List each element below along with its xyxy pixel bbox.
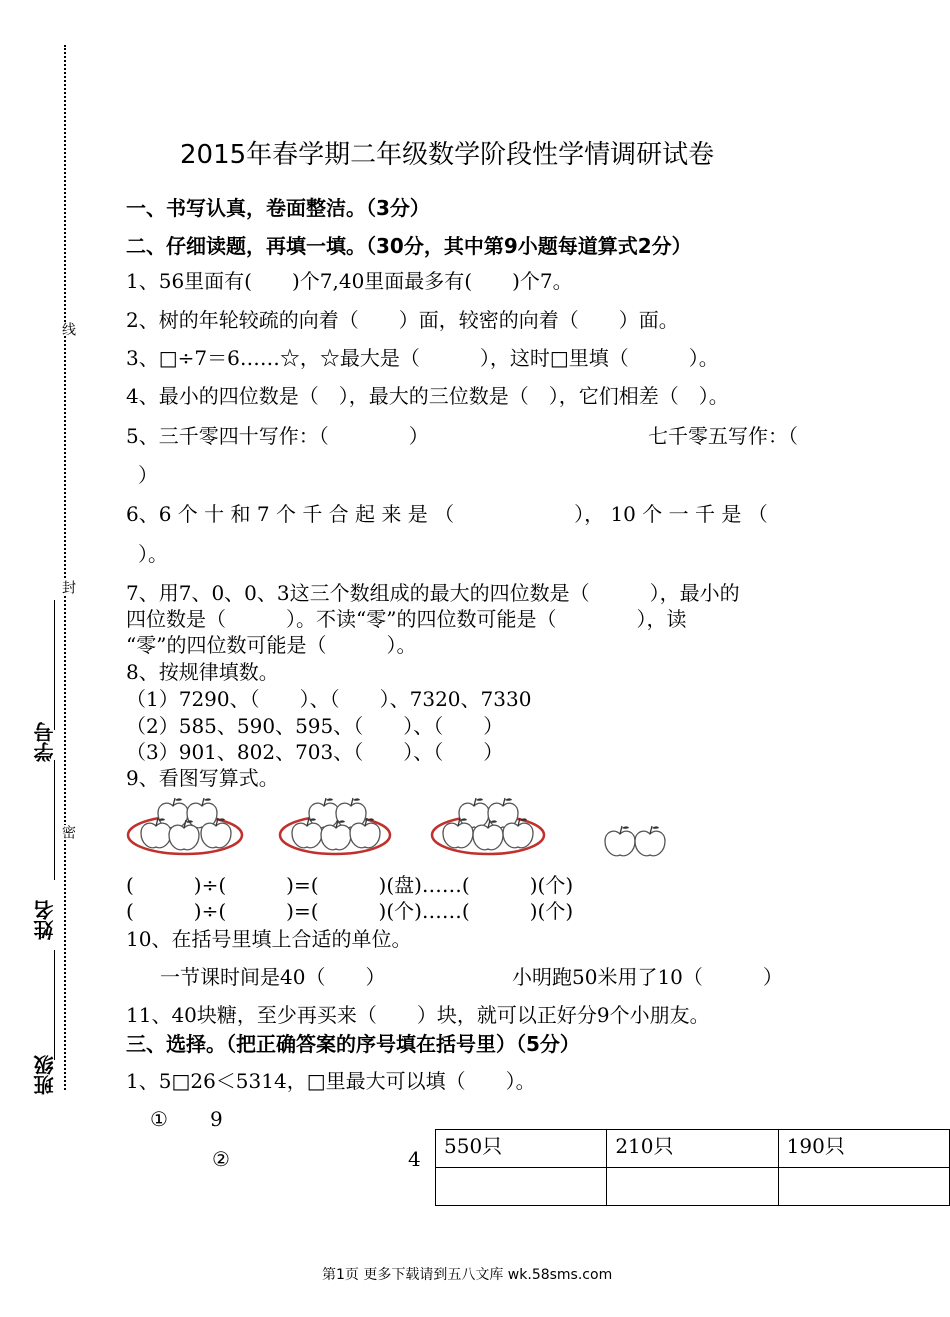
- section-1-heading: 一、书写认真，卷面整洁。（3分）: [126, 196, 430, 220]
- table-cell: 190只: [778, 1130, 949, 1168]
- student-no-underline: [54, 600, 55, 730]
- question-9-equation-2: ( )÷( )=( )(个)……( )(个): [126, 899, 574, 923]
- binding-seal-mark: 封: [60, 580, 76, 594]
- question-11: 11、40块糖，至少再买来（ ）块，就可以正好分9个小朋友。: [126, 1003, 710, 1027]
- table-cell: 550只: [436, 1130, 607, 1168]
- apples-figure: [120, 792, 680, 864]
- class-underline: [54, 950, 55, 1060]
- question-8: 8、按规律填数。: [126, 660, 279, 684]
- section-2-heading: 二、仔细读题，再填一填。（30分，其中第9小题每道算式2分）: [126, 234, 692, 258]
- question-5-part-a: 5、三千零四十写作：（ ）: [126, 424, 429, 448]
- question-2: 2、树的年轮较疏的向着（ ）面，较密的向着（ ）面。: [126, 308, 679, 332]
- apple: [635, 826, 665, 856]
- question-6-part-a: 6、6 个 十 和 7 个 千 合 起 来 是 （ ）， 10 个 一 千 是 （: [126, 502, 768, 526]
- question-10-part-a: 一节课时间是40（ ）: [160, 965, 386, 989]
- table-row: [436, 1130, 950, 1168]
- section-3-question-1: 1、5□26＜5314，□里最大可以填（ ）。: [126, 1069, 536, 1093]
- question-7-line-2: 四位数是（ ）。不读“零”的四位数可能是（ ），读: [126, 607, 687, 631]
- name-underline: [54, 760, 55, 880]
- question-3: 3、□÷7＝6……☆，☆最大是（ ），这时□里填（ ）。: [126, 346, 719, 370]
- binding-line-mark: 线: [60, 322, 76, 336]
- page-footer: 第1页 更多下载请到五八文库 wk.58sms.com: [322, 1267, 613, 1283]
- table-row: [436, 1168, 950, 1206]
- table-cell: [436, 1168, 607, 1206]
- class-label: 班级: [33, 1055, 57, 1095]
- question-1: 1、56里面有( )个7,40里面最多有( )个7。: [126, 269, 573, 293]
- question-7-line-3: “零”的四位数可能是（ ）。: [126, 633, 417, 657]
- question-7-line-1: 7、用7、0、0、3这三个数组成的最大的四位数是（ ），最小的: [126, 581, 740, 605]
- question-5-part-c: ）: [138, 463, 158, 487]
- answer-table: [435, 1129, 950, 1206]
- question-5-part-b: 七千零五写作：（: [648, 424, 798, 448]
- question-8-sequence-2: （2）585、590、595、（ ）、（ ）: [126, 714, 504, 738]
- student-no-label: 学号: [33, 722, 57, 762]
- question-9: 9、看图写算式。: [126, 766, 279, 790]
- question-9-equation-1: ( )÷( )=( )(盘)……( )(个): [126, 873, 574, 897]
- binding-secret-mark: 密: [60, 825, 76, 839]
- option-1-mark: ①: [150, 1107, 168, 1131]
- section-3-heading: 三、选择。（把正确答案的序号填在括号里）（5分）: [126, 1032, 580, 1056]
- binding-dotted-line: [64, 45, 66, 1090]
- question-8-sequence-1: （1）7290、（ ）、（ ）、7320、7330: [126, 687, 532, 711]
- table-cell: 210只: [607, 1130, 778, 1168]
- apple: [605, 826, 635, 856]
- table-cell: [778, 1168, 949, 1206]
- page-title: 2015年春学期二年级数学阶段性学情调研试卷: [180, 140, 715, 170]
- option-2-mark: ②: [212, 1147, 230, 1171]
- option-four: 4: [408, 1147, 421, 1171]
- question-10: 10、在括号里填上合适的单位。: [126, 927, 412, 951]
- question-8-sequence-3: （3）901、802、703、（ ）、（ ）: [126, 740, 504, 764]
- question-4: 4、最小的四位数是（ ），最大的三位数是（ ），它们相差（ ）。: [126, 384, 729, 408]
- table-cell: [607, 1168, 778, 1206]
- question-10-part-b: 小明跑50米用了10（ ）: [512, 965, 783, 989]
- name-label: 姓名: [33, 900, 57, 940]
- question-6-part-b: ）。: [138, 542, 168, 566]
- option-1-value: 9: [210, 1107, 223, 1131]
